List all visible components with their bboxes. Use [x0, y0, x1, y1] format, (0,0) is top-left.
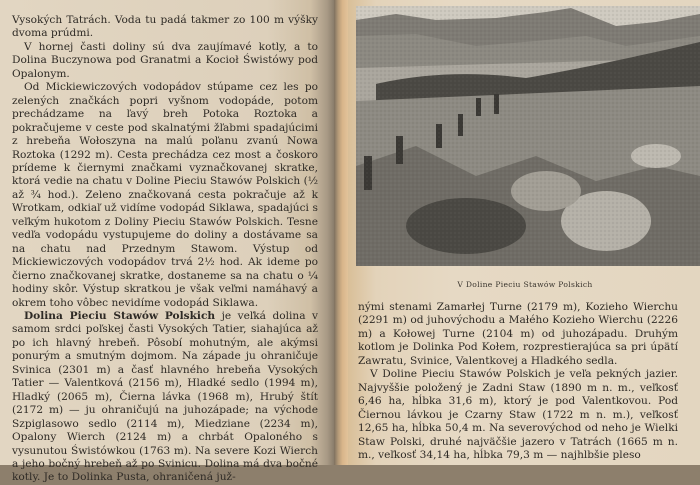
photo-grain [356, 6, 700, 266]
paragraph: Od Mickiewiczových vodopádov stúpame cez les po zelených značkách popri vyšnom vodopáde, potom prechádzame na ľavý breh Potoka Roztoka a pokračujeme v ceste pod skalnatými žľabmi spadajúcimi z hrebeňa Wołoszyna na malú poľanu zvanú Nowa Roztoka (1292 m). Cesta prechádza cez most a čoskoro prídeme k čiernymi značkami vyznačkovanej skratke, ktorá vedie na chatu v Doline Pieciu Stawów Polskich (½ až ¾ hod.). Zeleno značkovaná cesta pokračuje až k Wrotkam, odkiaľ už vidíme vodopád Siklawa, spadajúci s veľkým hukotom z Doliny Pieciu Stawów Polskich. Tesne vedľa vodopádu vystupujeme do doliny a dostávame sa na chatu nad Przednym Stawom. Výstup od Mickiewiczových vodopádov trvá 2½ hod. Ak ideme po čierno značkovanej skratke, dostaneme sa na chatu o ¼ hodiny skôr. Výstup skratkou je však veľmi namáhavý a okrem toho vôbec nevidíme vodopád Siklawa. [12, 81, 318, 309]
paragraph [12, 310, 318, 485]
photo-illustration [356, 6, 700, 266]
paragraph: V hornej časti doliny sú dva zaujímavé kotly, a to Dolina Buczynowa pod Granatmi a Kocioł Świstówy pod Opalonym. [12, 40, 318, 80]
left-page-text [12, 14, 318, 485]
book-gutter [334, 0, 348, 465]
left-page [0, 0, 334, 484]
paragraph: Vysokých Tatrách. Voda tu padá takmer zo 100 m výšky dvoma prúdmi. [12, 14, 318, 40]
paragraph: V Doline Pieciu Stawów Polskich je veľa pekných jazier. Najvyššie položený je Zadni Staw (1890 m n. m., veľkosť 6,46 ha, hĺbka 31,6 m), ktorý je pod Valentkovou. Pod Čiernou lávkou je Czarny Staw (1722 m n. m.), veľkosť 12,65 ha, hĺbka 50,4 m. Na severovýchod od neho je Wielki Staw Polski, druhé najväčšie jazero v Tatrách (1665 m n. m., veľkosť 34,14 ha, hĺbka 79,3 m — najhlbšie pleso [358, 368, 678, 461]
section-heading: Dolina Pieciu Stawów Polskich [24, 309, 216, 322]
paragraph: nými stenami Zamarłej Turne (2179 m), Kozieho Wierchu (2291 m) od juhovýchodu a Małého Kozieho Wierchu (2226 m) a Kołowej Turne (2104 m) od juhozápadu. Druhým kotlom je Dolinka Pod Kołem, rozprestierajúca sa pri úpätí Zawratu, Svinice, Valentkovej a Hladkého sedla. [358, 301, 678, 367]
right-page-text [358, 301, 678, 462]
mountain-valley-photo [356, 6, 700, 266]
photo-caption: V Doline Pieciu Stawów Polskich [457, 280, 593, 289]
paragraph-text: je veľká dolina v samom srdci poľskej časti Vysokých Tatier, siahajúca až po ich hlavný hrebeň. Pôsobí mohutným, ale akýmsi ponurým a smutným dojmom. Na západe ju ohraničuje Svinica (2301 m) a časť hlavného hrebeňa Vysokých Tatier — Valentková (2156 m), Hladké sedlo (1994 m), Hladký (2065 m), Čierna lávka (1968 m), Hrubý štít (2172 m) — ju ohraničujú na juhozápade; na východe Szpiglasowo sedlo (2114 m), Miedziane (2234 m), Opalony Wierch (2124 m) a chrbát Opaloného s vysunutou Świstówkou (1763 m). Na severe Kozi Wierch a jeho bočný hrebeň až po Svinicu. Dolina má dva bočné kotly. Je to Dolinka Pusta, ohraničená juž- [12, 309, 318, 484]
